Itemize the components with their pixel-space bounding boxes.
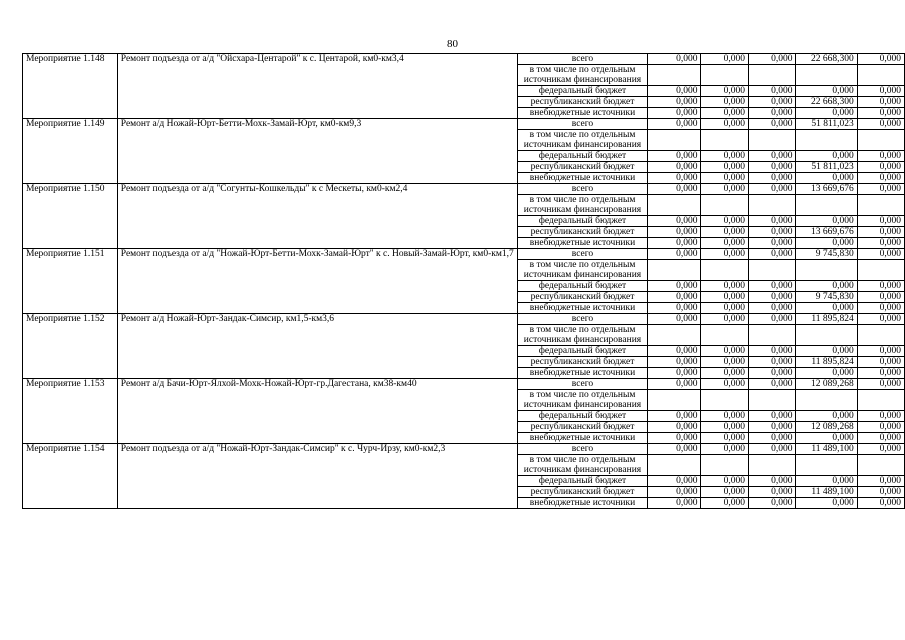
empty-cell [796,390,857,411]
amount-cell: 0,000 [796,281,857,292]
amount-cell: 0,000 [748,173,796,184]
amount-cell: 0,000 [648,346,701,357]
funding-source-label: внебюджетные источники [517,238,648,249]
amount-cell: 0,000 [796,498,857,509]
amount-cell: 0,000 [648,173,701,184]
amount-cell: 0,000 [648,476,701,487]
funding-source-label: всего [517,184,648,195]
measure-code: Мероприятие 1.152 [23,314,118,379]
row-total [23,184,905,195]
measure-code: Мероприятие 1.149 [23,119,118,184]
amount-cell: 0,000 [648,119,701,130]
amount-cell: 0,000 [701,476,749,487]
amount-cell: 12 089,268 [796,379,857,390]
funding-source-label: всего [517,379,648,390]
amount-cell: 0,000 [748,227,796,238]
amount-cell: 12 089,268 [796,422,857,433]
amount-cell: 0,000 [648,281,701,292]
amount-cell: 0,000 [796,151,857,162]
amount-cell: 22 668,300 [796,97,857,108]
funding-source-label: республиканский бюджет [517,162,648,173]
funding-source-label: в том числе по отдельным источникам финансирования [517,260,648,281]
measure-code: Мероприятие 1.151 [23,249,118,314]
amount-cell: 0,000 [857,357,904,368]
empty-cell [748,195,796,216]
amount-cell: 0,000 [857,422,904,433]
funding-source-label: федеральный бюджет [517,216,648,227]
amount-cell: 0,000 [748,303,796,314]
amount-cell: 0,000 [648,151,701,162]
budget-table-body [23,54,905,509]
amount-cell: 0,000 [857,487,904,498]
amount-cell: 0,000 [857,303,904,314]
amount-cell: 0,000 [748,281,796,292]
amount-cell: 0,000 [857,119,904,130]
empty-cell [701,390,749,411]
amount-cell: 0,000 [701,368,749,379]
amount-cell: 0,000 [701,292,749,303]
amount-cell: 0,000 [748,422,796,433]
funding-source-label: всего [517,119,648,130]
funding-source-label: федеральный бюджет [517,281,648,292]
funding-source-label: внебюджетные источники [517,433,648,444]
amount-cell: 0,000 [701,119,749,130]
funding-source-label: в том числе по отдельным источникам финансирования [517,390,648,411]
funding-source-label: федеральный бюджет [517,346,648,357]
funding-source-label: в том числе по отдельным источникам финансирования [517,195,648,216]
row-total [23,379,905,390]
amount-cell: 0,000 [701,444,749,455]
amount-cell: 0,000 [748,411,796,422]
amount-cell: 0,000 [748,476,796,487]
amount-cell: 0,000 [648,216,701,227]
amount-cell: 0,000 [857,444,904,455]
amount-cell: 0,000 [748,314,796,325]
empty-cell [648,130,701,151]
budget-table [22,53,905,509]
funding-source-label: всего [517,249,648,260]
amount-cell: 11 895,824 [796,314,857,325]
amount-cell: 0,000 [748,238,796,249]
empty-cell [796,65,857,86]
funding-source-label: всего [517,54,648,65]
empty-cell [857,455,904,476]
funding-source-label: внебюджетные источники [517,303,648,314]
amount-cell: 13 669,676 [796,227,857,238]
amount-cell: 0,000 [648,498,701,509]
row-total [23,249,905,260]
amount-cell: 0,000 [748,433,796,444]
empty-cell [857,260,904,281]
measure-name: Ремонт подъезда от а/д "Ножай-Юрт-Зандак-Симсир" к с. Чурч-Ирзу, км0-км2,3 [117,444,517,509]
row-total [23,119,905,130]
amount-cell: 0,000 [796,303,857,314]
amount-cell: 0,000 [701,379,749,390]
amount-cell: 0,000 [701,184,749,195]
empty-cell [701,455,749,476]
funding-source-label: всего [517,444,648,455]
amount-cell: 0,000 [857,184,904,195]
amount-cell: 0,000 [748,498,796,509]
amount-cell: 11 895,824 [796,357,857,368]
empty-cell [648,390,701,411]
amount-cell: 0,000 [701,314,749,325]
amount-cell: 0,000 [648,422,701,433]
amount-cell: 0,000 [748,216,796,227]
funding-source-label: республиканский бюджет [517,97,648,108]
amount-cell: 0,000 [648,444,701,455]
funding-source-label: внебюджетные источники [517,108,648,119]
amount-cell: 0,000 [857,411,904,422]
amount-cell: 0,000 [857,97,904,108]
amount-cell: 0,000 [857,216,904,227]
amount-cell: 9 745,830 [796,249,857,260]
empty-cell [648,195,701,216]
row-total [23,314,905,325]
amount-cell: 51 811,023 [796,119,857,130]
page-number: 80 [447,38,458,50]
amount-cell: 0,000 [648,238,701,249]
empty-cell [748,260,796,281]
amount-cell: 0,000 [857,368,904,379]
measure-name: Ремонт подъезда от а/д "Ойсхара-Центарой" к с. Центарой, км0-км3,4 [117,54,517,119]
funding-source-label: федеральный бюджет [517,411,648,422]
amount-cell: 0,000 [648,379,701,390]
amount-cell: 0,000 [857,379,904,390]
amount-cell: 0,000 [648,314,701,325]
amount-cell: 0,000 [701,249,749,260]
amount-cell: 22 668,300 [796,54,857,65]
amount-cell: 0,000 [857,433,904,444]
amount-cell: 0,000 [701,346,749,357]
empty-cell [748,65,796,86]
funding-source-label: федеральный бюджет [517,476,648,487]
amount-cell: 0,000 [857,227,904,238]
amount-cell: 0,000 [701,227,749,238]
amount-cell: 0,000 [796,476,857,487]
amount-cell: 0,000 [648,54,701,65]
funding-source-label: республиканский бюджет [517,487,648,498]
amount-cell: 0,000 [701,97,749,108]
amount-cell: 0,000 [748,346,796,357]
amount-cell: 0,000 [701,411,749,422]
amount-cell: 0,000 [796,368,857,379]
empty-cell [701,65,749,86]
amount-cell: 0,000 [701,433,749,444]
empty-cell [857,65,904,86]
funding-source-label: в том числе по отдельным источникам финансирования [517,455,648,476]
amount-cell: 0,000 [701,303,749,314]
amount-cell: 13 669,676 [796,184,857,195]
empty-cell [796,325,857,346]
amount-cell: 0,000 [857,54,904,65]
amount-cell: 0,000 [857,151,904,162]
amount-cell: 0,000 [701,151,749,162]
funding-source-label: внебюджетные источники [517,368,648,379]
amount-cell: 0,000 [701,357,749,368]
row-total [23,54,905,65]
amount-cell: 11 489,100 [796,444,857,455]
amount-cell: 0,000 [701,173,749,184]
amount-cell: 0,000 [748,119,796,130]
funding-source-label: республиканский бюджет [517,357,648,368]
amount-cell: 0,000 [857,281,904,292]
amount-cell: 0,000 [701,238,749,249]
empty-cell [701,325,749,346]
amount-cell: 0,000 [648,357,701,368]
amount-cell: 0,000 [701,86,749,97]
measure-name: Ремонт подъезда от а/д "Ножай-Юрт-Бетти-Мохк-Замай-Юрт" к с. Новый-Замай-Юрт, км0-км1,7 [117,249,517,314]
amount-cell: 0,000 [648,433,701,444]
measure-name: Ремонт а/д Ножай-Юрт-Зандак-Симсир, км1,5-км3,6 [117,314,517,379]
amount-cell: 0,000 [796,433,857,444]
amount-cell: 0,000 [701,498,749,509]
funding-source-label: внебюджетные источники [517,173,648,184]
funding-source-label: республиканский бюджет [517,227,648,238]
row-total [23,444,905,455]
amount-cell: 0,000 [748,162,796,173]
amount-cell: 0,000 [857,346,904,357]
measure-code: Мероприятие 1.148 [23,54,118,119]
empty-cell [796,455,857,476]
amount-cell: 11 489,100 [796,487,857,498]
empty-cell [748,130,796,151]
amount-cell: 0,000 [748,249,796,260]
amount-cell: 0,000 [857,108,904,119]
amount-cell: 0,000 [648,108,701,119]
funding-source-label: внебюджетные источники [517,498,648,509]
amount-cell: 0,000 [857,498,904,509]
empty-cell [748,390,796,411]
empty-cell [648,325,701,346]
empty-cell [701,195,749,216]
amount-cell: 0,000 [796,216,857,227]
amount-cell: 0,000 [701,216,749,227]
amount-cell: 0,000 [796,173,857,184]
amount-cell: 0,000 [648,97,701,108]
empty-cell [648,65,701,86]
empty-cell [748,455,796,476]
amount-cell: 0,000 [796,346,857,357]
funding-source-label: республиканский бюджет [517,422,648,433]
empty-cell [648,260,701,281]
empty-cell [857,390,904,411]
funding-source-label: федеральный бюджет [517,151,648,162]
amount-cell: 9 745,830 [796,292,857,303]
amount-cell: 0,000 [857,314,904,325]
funding-source-label: республиканский бюджет [517,292,648,303]
empty-cell [857,195,904,216]
empty-cell [648,455,701,476]
amount-cell: 0,000 [796,238,857,249]
amount-cell: 0,000 [796,86,857,97]
funding-source-label: в том числе по отдельным источникам финансирования [517,325,648,346]
amount-cell: 0,000 [648,86,701,97]
amount-cell: 0,000 [648,292,701,303]
funding-source-label: в том числе по отдельным источникам финансирования [517,65,648,86]
measure-name: Ремонт а/д Бачи-Юрт-Ялхой-Мохк-Ножай-Юрт-гр.Дагестана, км38-км40 [117,379,517,444]
amount-cell: 0,000 [701,281,749,292]
amount-cell: 0,000 [857,238,904,249]
empty-cell [701,130,749,151]
amount-cell: 0,000 [648,162,701,173]
amount-cell: 0,000 [648,184,701,195]
amount-cell: 0,000 [857,476,904,487]
amount-cell: 0,000 [857,292,904,303]
amount-cell: 0,000 [648,487,701,498]
measure-name: Ремонт а/д Ножай-Юрт-Бетти-Мохк-Замай-Юрт, км0-км9,3 [117,119,517,184]
amount-cell: 0,000 [701,487,749,498]
empty-cell [796,260,857,281]
amount-cell: 0,000 [857,173,904,184]
amount-cell: 0,000 [748,86,796,97]
empty-cell [701,260,749,281]
amount-cell: 0,000 [648,227,701,238]
funding-source-label: всего [517,314,648,325]
amount-cell: 0,000 [748,108,796,119]
amount-cell: 0,000 [648,368,701,379]
amount-cell: 0,000 [796,411,857,422]
amount-cell: 0,000 [701,108,749,119]
measure-name: Ремонт подъезда от а/д "Согунты-Кошкельды" к с Мескеты, км0-км2,4 [117,184,517,249]
empty-cell [748,325,796,346]
amount-cell: 0,000 [857,162,904,173]
measure-code: Мероприятие 1.153 [23,379,118,444]
funding-source-label: федеральный бюджет [517,86,648,97]
amount-cell: 51 811,023 [796,162,857,173]
amount-cell: 0,000 [748,357,796,368]
measure-code: Мероприятие 1.154 [23,444,118,509]
amount-cell: 0,000 [648,411,701,422]
amount-cell: 0,000 [748,487,796,498]
measure-code: Мероприятие 1.150 [23,184,118,249]
amount-cell: 0,000 [748,97,796,108]
amount-cell: 0,000 [648,249,701,260]
amount-cell: 0,000 [857,249,904,260]
empty-cell [857,325,904,346]
amount-cell: 0,000 [748,379,796,390]
amount-cell: 0,000 [701,422,749,433]
amount-cell: 0,000 [748,184,796,195]
empty-cell [857,130,904,151]
amount-cell: 0,000 [796,108,857,119]
funding-source-label: в том числе по отдельным источникам финансирования [517,130,648,151]
empty-cell [796,195,857,216]
amount-cell: 0,000 [857,86,904,97]
amount-cell: 0,000 [748,54,796,65]
amount-cell: 0,000 [748,151,796,162]
empty-cell [796,130,857,151]
amount-cell: 0,000 [648,303,701,314]
amount-cell: 0,000 [748,444,796,455]
amount-cell: 0,000 [701,54,749,65]
amount-cell: 0,000 [748,292,796,303]
amount-cell: 0,000 [748,368,796,379]
amount-cell: 0,000 [701,162,749,173]
